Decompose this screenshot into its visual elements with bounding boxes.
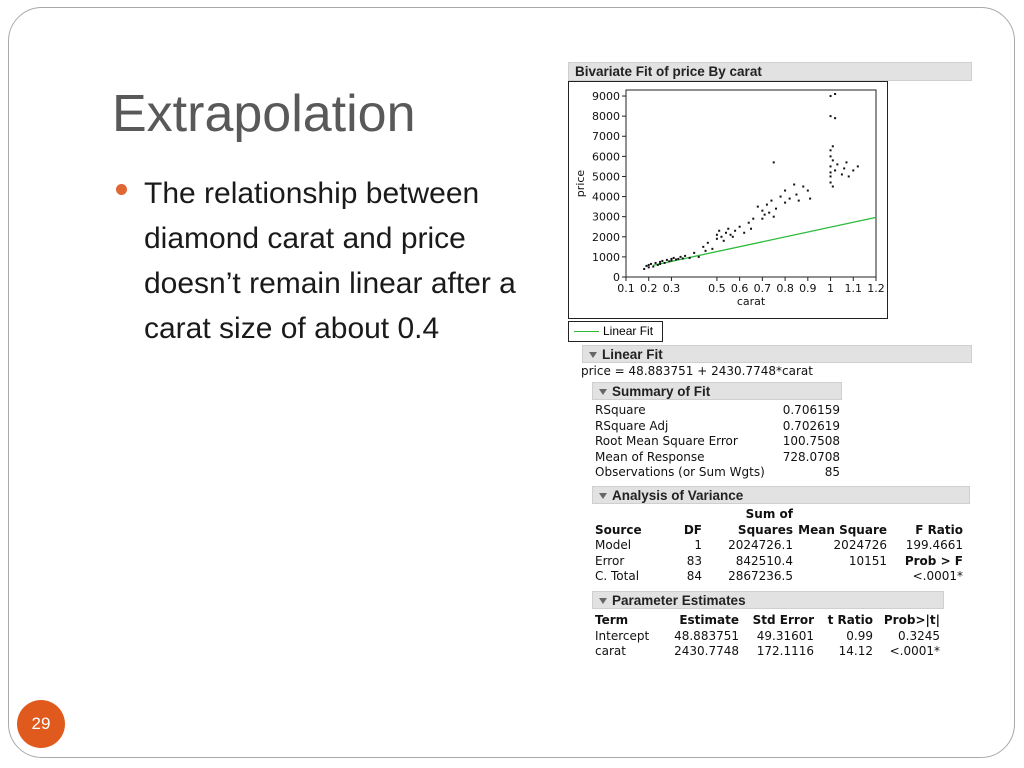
summary-row — [595, 450, 840, 466]
data-point — [743, 232, 745, 234]
summary-label: Root Mean Square Error — [595, 434, 738, 448]
data-point — [761, 210, 763, 212]
summary-value: 85 — [824, 465, 840, 479]
x-tick-label: 0.9 — [799, 282, 817, 295]
anova-row — [595, 538, 965, 554]
anova-ss: 2867236.5 — [728, 569, 793, 583]
data-point — [773, 161, 775, 163]
data-point — [673, 257, 675, 259]
y-tick-label: 8000 — [592, 110, 620, 124]
param-row — [595, 644, 943, 660]
param-col-prob: Prob>|t| — [883, 613, 940, 627]
anova-source: Model — [595, 538, 632, 552]
summary-label: Mean of Response — [595, 449, 705, 464]
x-tick-label: 0.1 — [617, 282, 635, 295]
y-tick-label: 5000 — [592, 170, 620, 184]
data-point — [784, 190, 786, 192]
bullet-dot-icon — [116, 184, 127, 195]
anova-ss: 842510.4 — [735, 553, 793, 568]
anova-header-row-top — [595, 507, 965, 523]
data-point — [702, 246, 704, 248]
x-tick-label: 0.8 — [776, 282, 794, 295]
data-point — [684, 255, 686, 257]
data-point — [793, 184, 795, 186]
y-tick-label: 7000 — [592, 130, 620, 144]
x-axis-label: carat — [736, 295, 766, 308]
data-point — [766, 204, 768, 206]
summary-of-fit-table — [595, 403, 840, 481]
data-point — [773, 216, 775, 218]
data-point — [725, 232, 727, 234]
disclosure-triangle-icon[interactable] — [589, 352, 597, 358]
y-axis-label: price — [574, 169, 587, 198]
x-tick-label: 1 — [827, 282, 835, 295]
data-point — [834, 93, 836, 95]
x-tick-label: 0.2 — [639, 282, 658, 295]
data-point — [830, 155, 832, 157]
anova-col-source: Source — [595, 522, 642, 537]
x-tick-label: 1.1 — [844, 282, 863, 295]
anova-source: C. Total — [595, 569, 640, 583]
data-point — [836, 163, 838, 165]
data-point — [723, 240, 725, 242]
data-point — [834, 117, 836, 119]
data-point — [716, 234, 718, 236]
data-point — [716, 238, 718, 240]
data-point — [830, 165, 832, 167]
anova-prob-value: <.0001* — [912, 569, 963, 583]
summary-of-fit-header[interactable] — [592, 382, 842, 400]
parameter-estimates-header[interactable] — [592, 591, 944, 609]
anova-col-squares: Squares — [737, 522, 793, 537]
disclosure-triangle-icon[interactable] — [599, 598, 607, 604]
anova-col-mean-square: Mean Square — [798, 522, 887, 537]
y-tick-label: 2000 — [592, 230, 620, 244]
summary-label: Observations (or Sum Wgts) — [595, 465, 765, 479]
data-point — [705, 250, 707, 252]
data-point — [650, 263, 652, 265]
data-point — [648, 264, 650, 266]
summary-label: RSquare Adj — [595, 418, 669, 433]
data-point — [682, 258, 684, 260]
data-point — [768, 212, 770, 214]
data-point — [734, 230, 736, 232]
param-p: 0.3245 — [898, 628, 940, 643]
data-point — [730, 234, 732, 236]
legend — [568, 321, 663, 342]
data-point — [761, 218, 763, 220]
anova-row — [595, 554, 965, 570]
summary-label: RSquare — [595, 403, 646, 417]
data-point — [675, 259, 677, 261]
linear-fit-header[interactable] — [582, 345, 972, 363]
data-point — [739, 226, 741, 228]
param-se: 49.31601 — [756, 628, 814, 643]
data-point — [848, 175, 850, 177]
anova-f: 199.4661 — [905, 538, 963, 552]
param-col-t-ratio: t Ratio — [827, 613, 873, 627]
data-point — [652, 266, 654, 268]
anova-df: 1 — [694, 538, 702, 552]
data-point — [693, 252, 695, 254]
legend-label: Linear Fit — [603, 324, 654, 338]
param-se: 172.1116 — [756, 644, 814, 658]
y-tick-label: 3000 — [592, 210, 620, 224]
data-point — [830, 171, 832, 173]
summary-row — [595, 403, 840, 419]
data-point — [666, 259, 668, 261]
anova-col-f-ratio: F Ratio — [915, 522, 963, 537]
linear-fit-title: Linear Fit — [602, 347, 663, 362]
param-t: 0.99 — [846, 628, 873, 643]
param-col-std-error: Std Error — [752, 613, 814, 627]
data-point — [764, 214, 766, 216]
param-row — [595, 629, 943, 645]
data-point — [750, 228, 752, 230]
param-p: <.0001* — [889, 644, 940, 658]
data-point — [770, 200, 772, 202]
summary-value: 0.706159 — [782, 403, 840, 417]
x-tick-label: 0.5 — [708, 282, 726, 295]
anova-row — [595, 569, 965, 585]
data-point — [789, 198, 791, 200]
data-point — [832, 145, 834, 147]
data-point — [802, 186, 804, 188]
data-point — [832, 159, 834, 161]
param-estimate: 2430.7748 — [674, 644, 739, 658]
data-point — [830, 181, 832, 183]
data-point — [727, 228, 729, 230]
data-point — [843, 167, 845, 169]
data-point — [830, 175, 832, 177]
summary-value: 100.7508 — [782, 434, 840, 448]
data-point — [655, 262, 657, 264]
data-point — [718, 230, 720, 232]
data-point — [643, 268, 645, 270]
anova-table — [595, 507, 965, 585]
data-point — [752, 218, 754, 220]
data-point — [732, 236, 734, 238]
y-tick-label: 1000 — [592, 250, 620, 264]
summary-row — [595, 465, 840, 481]
page-number-badge: 29 — [17, 700, 65, 748]
data-point — [720, 236, 722, 238]
data-point — [689, 257, 691, 259]
anova-col-sum-of: Sum of — [745, 507, 793, 521]
y-tick-label: 9000 — [592, 90, 620, 104]
data-point — [809, 198, 811, 200]
data-point — [807, 190, 809, 192]
param-estimate: 48.883751 — [674, 628, 739, 643]
data-point — [830, 149, 832, 151]
x-tick-label: 0.7 — [753, 282, 772, 295]
anova-source: Error — [595, 553, 625, 568]
data-point — [857, 165, 859, 167]
data-point — [648, 266, 650, 268]
anova-df: 83 — [686, 553, 702, 568]
data-point — [841, 173, 843, 175]
param-t: 14.12 — [838, 644, 873, 658]
scatter-plot — [569, 82, 887, 318]
data-point — [852, 169, 854, 171]
data-point — [748, 222, 750, 224]
y-tick-label: 0 — [613, 271, 620, 284]
data-point — [668, 260, 670, 262]
data-point — [659, 263, 661, 265]
anova-ms: 2024726 — [833, 538, 887, 552]
summary-value: 728.0708 — [782, 449, 840, 464]
y-tick-label: 4000 — [592, 190, 620, 204]
summary-value: 0.702619 — [782, 418, 840, 433]
data-point — [659, 261, 661, 263]
linear-fit-equation: price = 48.883751 + 2430.7748*carat — [581, 364, 813, 378]
anova-title: Analysis of Variance — [612, 488, 744, 503]
x-tick-label: 1.2 — [867, 282, 885, 295]
linear-fit-line — [653, 217, 876, 265]
data-point — [832, 186, 834, 188]
summary-row — [595, 419, 840, 435]
param-header-row — [595, 613, 943, 629]
scatter-plot-frame — [568, 81, 888, 319]
data-point — [645, 265, 647, 267]
anova-prob-label: Prob > F — [904, 553, 963, 568]
bullet-text: The relationship between diamond carat and price doesn’t remain linear after a carat size of about 0.4 — [144, 177, 516, 345]
data-point — [784, 202, 786, 204]
x-tick-label: 0.6 — [730, 282, 749, 295]
param-col-estimate: Estimate — [679, 613, 739, 627]
param-term: Intercept — [595, 628, 650, 643]
slide-title: Extrapolation — [112, 85, 416, 143]
bivariate-fit-header[interactable] — [568, 62, 972, 81]
summary-of-fit-title: Summary of Fit — [612, 384, 711, 399]
data-point — [834, 169, 836, 171]
data-point — [707, 242, 709, 244]
data-point — [830, 115, 832, 117]
anova-header-row — [595, 523, 965, 539]
data-point — [830, 95, 832, 97]
y-tick-label: 6000 — [592, 150, 620, 164]
summary-row — [595, 434, 840, 450]
disclosure-triangle-icon[interactable] — [599, 493, 607, 499]
anova-ms: 10151 — [848, 553, 887, 568]
data-point — [661, 260, 663, 262]
x-tick-label: 0.3 — [662, 282, 681, 295]
data-point — [795, 194, 797, 196]
data-point — [845, 161, 847, 163]
data-point — [757, 206, 759, 208]
data-point — [657, 264, 659, 266]
legend-line-swatch — [574, 331, 599, 332]
data-point — [664, 262, 666, 264]
anova-df: 84 — [686, 569, 702, 583]
anova-ss: 2024726.1 — [728, 538, 793, 552]
param-col-term: Term — [595, 613, 629, 627]
data-point — [798, 200, 800, 202]
bivariate-fit-title: Bivariate Fit of price By carat — [575, 64, 762, 79]
data-point — [677, 258, 679, 260]
param-term: carat — [595, 644, 626, 658]
data-point — [711, 248, 713, 250]
parameter-estimates-title: Parameter Estimates — [612, 593, 746, 608]
data-point — [670, 260, 672, 262]
data-point — [780, 196, 782, 198]
plot-area — [626, 90, 876, 277]
parameter-estimates-table — [595, 613, 943, 660]
disclosure-triangle-icon[interactable] — [599, 389, 607, 395]
anova-header[interactable] — [592, 486, 970, 504]
data-point — [775, 208, 777, 210]
anova-col-df: DF — [683, 522, 702, 537]
data-point — [698, 256, 700, 258]
data-point — [680, 256, 682, 258]
